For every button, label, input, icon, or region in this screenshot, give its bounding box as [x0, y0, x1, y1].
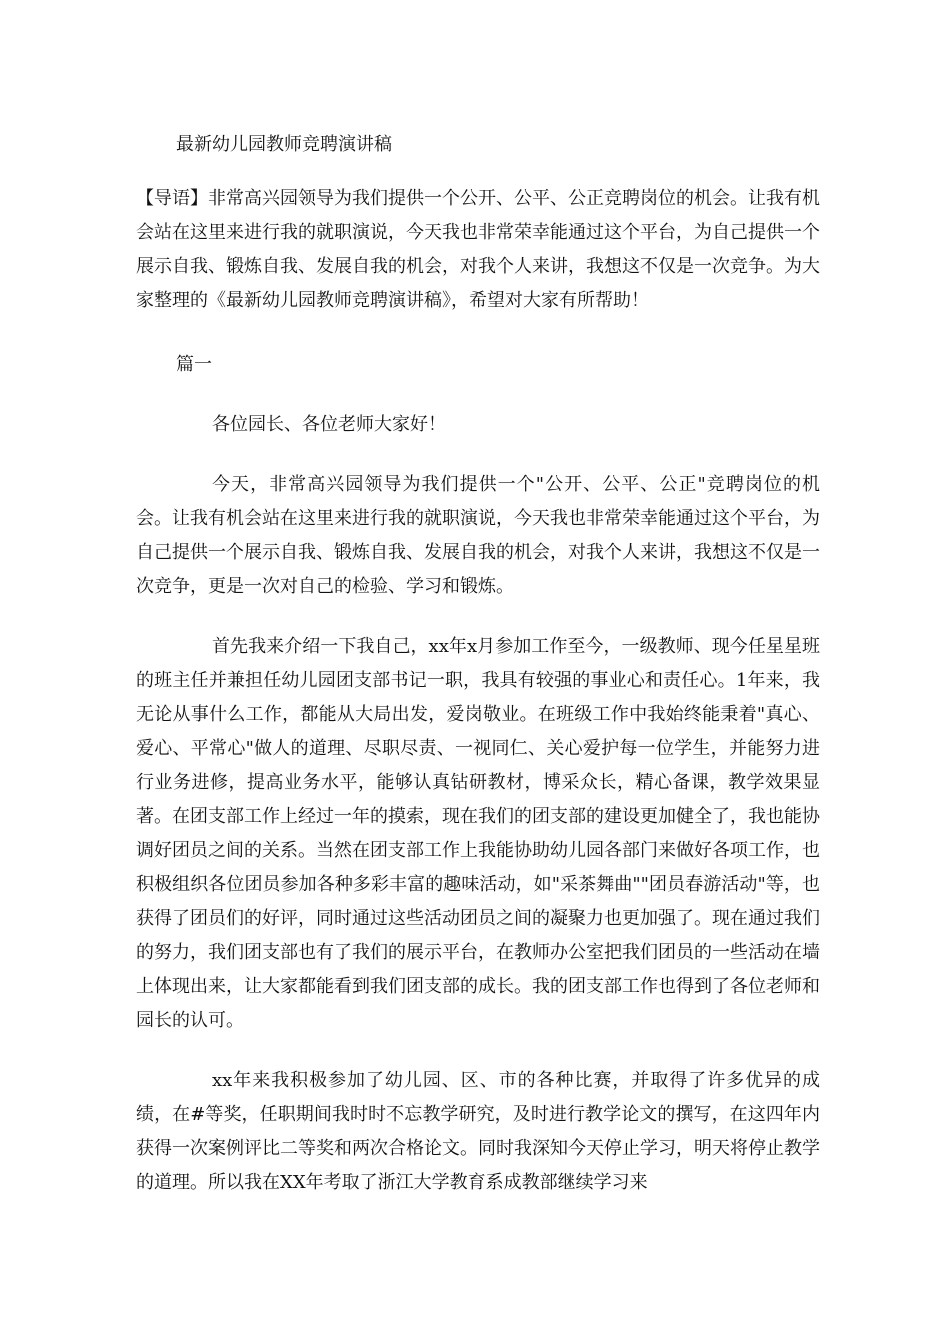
document-title: 最新幼儿园教师竞聘演讲稿: [176, 134, 392, 155]
body-paragraph: 今天，非常高兴园领导为我们提供一个"公开、公平、公正"竞聘岗位的机会。让我有机会站在这里来进行我的就职演说，今天我也非常荣幸能通过这个平台，为自己提供一个展示自我、锻炼自我、发展自我的机会，对我个人来讲，我想这不仅是一次竞争，更是一次对自己的检验、学习和锻炼。: [136, 474, 820, 597]
document-body: [136, 128, 820, 1226]
section-heading: 篇一: [176, 354, 212, 375]
greeting-line: 各位园长、各位老师大家好！: [212, 414, 446, 435]
intro-paragraph: 【导语】非常高兴园领导为我们提供一个公开、公平、公正竞聘岗位的机会。让我有机会站在这里来进行我的就职演说，今天我也非常荣幸能通过这个平台，为自己提供一个展示自我、锻炼自我、发展自我的机会，对我个人来讲，我想这不仅是一次竞争。为大家整理的《最新幼儿园教师竞聘演讲稿》，希望对大家有所帮助！: [136, 188, 820, 311]
body-paragraph: 首先我来介绍一下我自己，xx年x月参加工作至今，一级教师、现今任星星班的班主任并兼担任幼儿园团支部书记一职，我具有较强的事业心和责任心。1年来，我无论从事什么工作，都能从大局出发，爱岗敬业。在班级工作中我始终能秉着"真心、爱心、平常心"做人的道理、尽职尽责、一视同仁、关心爱护每一位学生，并能努力进行业务进修，提高业务水平，能够认真钻研教材，博采众长，精心备课，教学效果显著。在团支部工作上经过一年的摸索，现在我们的团支部的建设更加健全了，我也能协调好团员之间的关系。当然在团支部工作上我能协助幼儿园各部门来做好各项工作，也积极组织各位团员参加各种多彩丰富的趣味活动，如"采茶舞曲""团员春游活动"等，也获得了团员们的好评，同时通过这些活动团员之间的凝聚力也更加强了。现在通过我们的努力，我们团支部也有了我们的展示平台，在教师办公室把我们团员的一些活动在墙上体现出来，让大家都能看到我们团支部的成长。我的团支部工作也得到了各位老师和园长的认可。: [136, 636, 820, 1031]
body-paragraph: xx年来我积极参加了幼儿园、区、市的各种比赛，并取得了许多优异的成绩，在#等奖，任职期间我时时不忘教学研究，及时进行教学论文的撰写，在这四年内获得一次案例评比二等奖和两次合格论文。同时我深知今天停止学习，明天将停止教学的道理。所以我在XX年考取了浙江大学教育系成教部继续学习来: [136, 1070, 820, 1193]
